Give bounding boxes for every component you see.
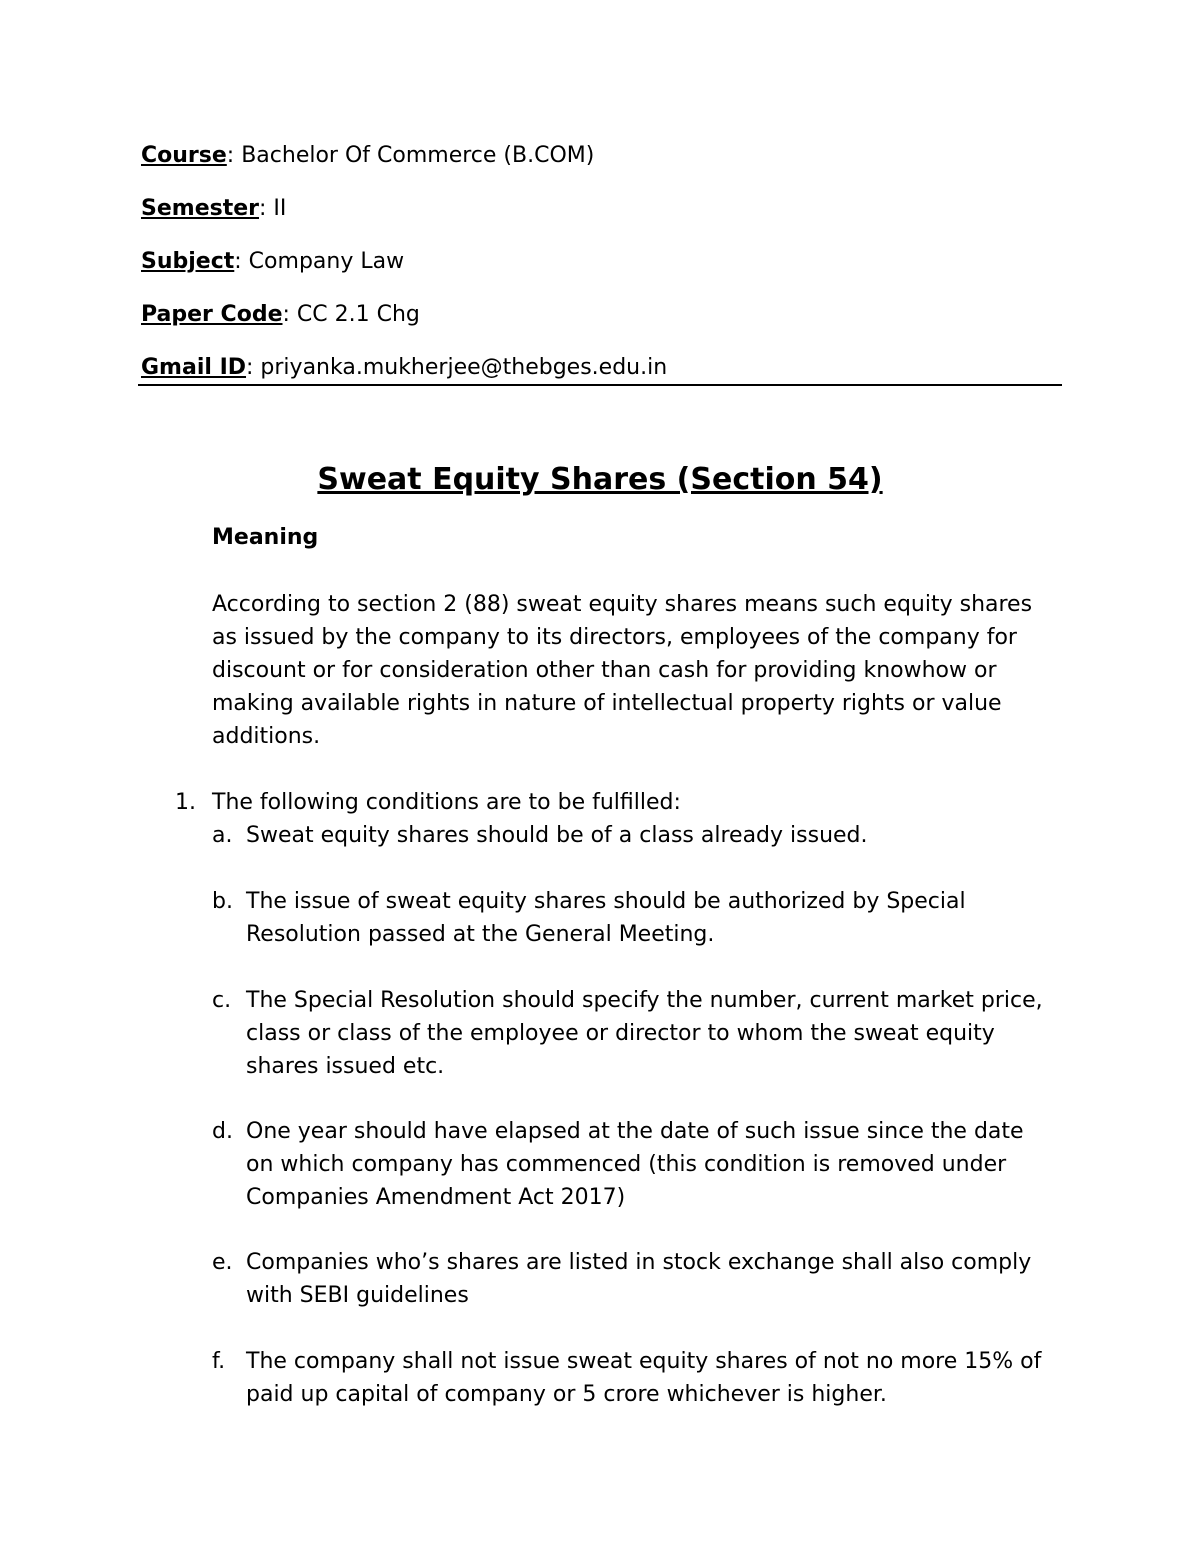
condition-marker: e. — [212, 1250, 233, 1275]
condition-text: The company shall not issue sweat equity shares of not no more 15% of paid up capital of company or 5 crore whichever is higher. — [246, 1349, 1042, 1407]
course-value: : Bachelor Of Commerce (B.COM) — [226, 143, 595, 168]
condition-text: Companies who’s shares are listed in stock exchange shall also comply with SEBI guidelines — [246, 1250, 1032, 1308]
condition-text: Sweat equity shares should be of a class already issued. — [246, 823, 868, 848]
gmail-label: Gmail ID — [141, 355, 247, 380]
condition-marker: d. — [212, 1119, 233, 1144]
page-title: Sweat Equity Shares (Section 54) — [317, 462, 883, 497]
subject-label: Subject — [141, 249, 235, 274]
conditions-intro — [175, 786, 681, 819]
condition-marker: f. — [212, 1349, 226, 1374]
header-divider — [138, 384, 1062, 386]
meaning-heading: Meaning — [212, 525, 319, 550]
paper-code-line — [141, 299, 1062, 331]
condition-marker: a. — [212, 823, 233, 848]
list-intro-text: The following conditions are to be fulfilled: — [212, 790, 681, 815]
course-line — [141, 140, 1062, 172]
meaning-paragraph: According to section 2 (88) sweat equity shares means such equity shares as issued by the company to its directors, employees of the company for discount or for consideration other than cash for providing knowhow or making available rights in nature of intellectual property rights or value additions. — [212, 592, 1033, 749]
condition-marker: b. — [212, 889, 233, 914]
condition-text: One year should have elapsed at the date of such issue since the date on which company has commenced (this condition is removed under Companies Amendment Act 2017) — [246, 1119, 1024, 1210]
gmail-value: : priyanka.mukherjee@thebges.edu.in — [246, 355, 668, 380]
course-label: Course — [141, 143, 227, 168]
semester-line — [141, 193, 1062, 225]
condition-marker: c. — [212, 988, 232, 1013]
condition-item-a — [212, 819, 1047, 852]
subject-line — [141, 246, 1062, 278]
gmail-line — [141, 352, 1062, 384]
condition-item-e — [212, 1246, 1047, 1312]
condition-item-f — [212, 1345, 1047, 1411]
course-header — [141, 140, 1062, 384]
condition-item-d — [212, 1115, 1047, 1214]
condition-item-c — [212, 984, 1047, 1083]
paper-code-value: : CC 2.1 Chg — [282, 302, 420, 327]
condition-text: The issue of sweat equity shares should be authorized by Special Resolution passed at the General Meeting. — [246, 889, 966, 947]
condition-text: The Special Resolution should specify the number, current market price, class or class of the employee or director to whom the sweat equity shares issued etc. — [246, 988, 1043, 1079]
subject-value: : Company Law — [234, 249, 405, 274]
semester-value: : II — [259, 196, 287, 221]
semester-label: Semester — [141, 196, 259, 221]
condition-item-b — [212, 885, 1047, 951]
paper-code-label: Paper Code — [141, 302, 283, 327]
list-number: 1. — [175, 790, 196, 815]
